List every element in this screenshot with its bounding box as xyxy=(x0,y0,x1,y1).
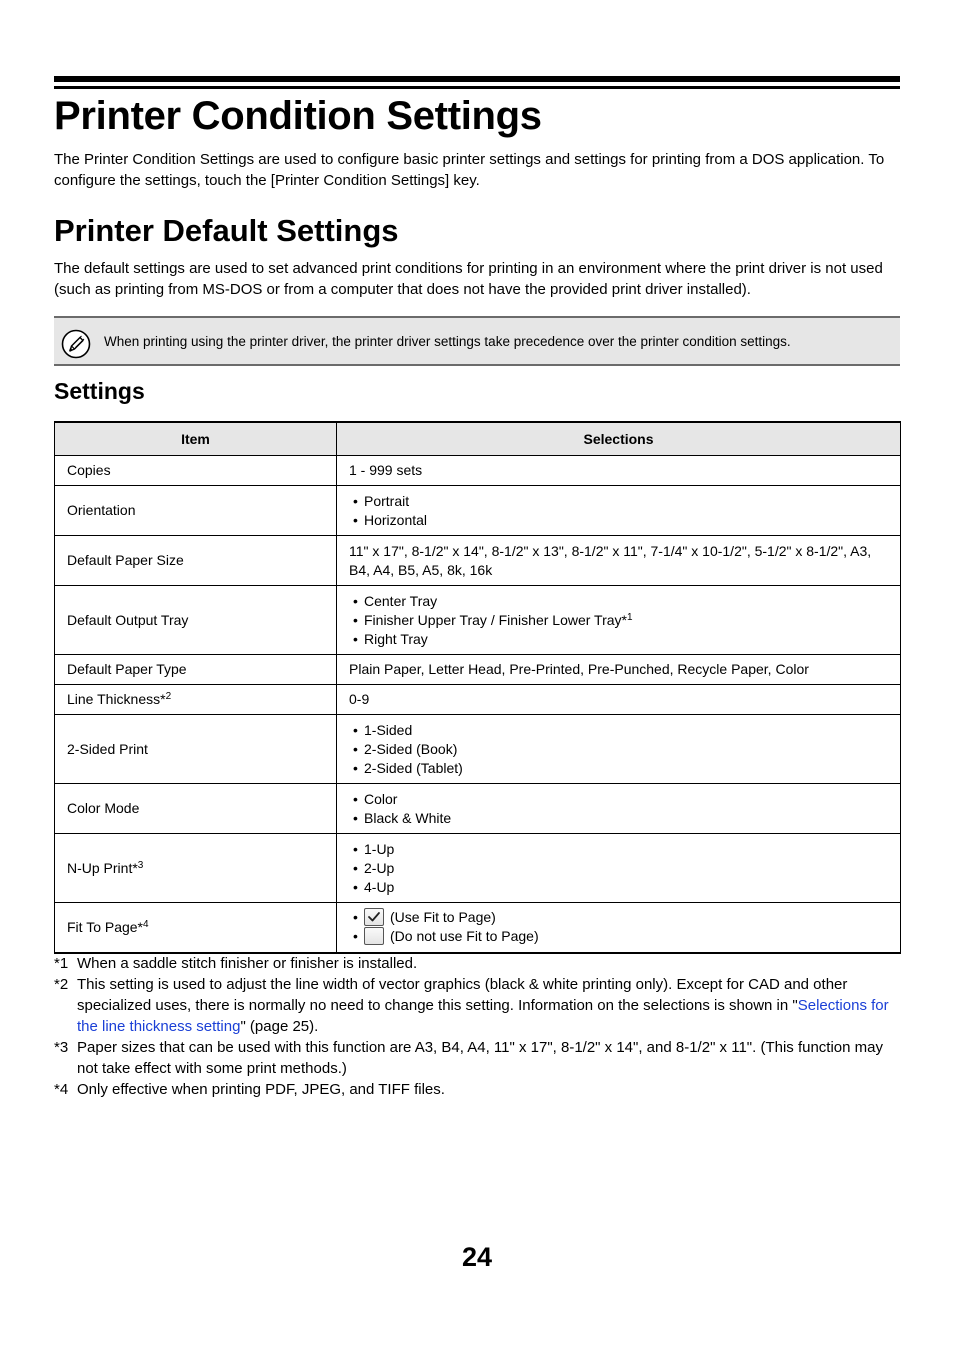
checkbox-unchecked-icon xyxy=(364,927,384,945)
footnote: *1 When a saddle stitch finisher or finisher is installed. xyxy=(54,955,418,972)
list-item: • (Do not use Fit to Page) xyxy=(349,927,888,946)
row-selections: 11" x 17", 8-1/2" x 14", 8-1/2" x 13", 8-1/2" x 11", 7-1/4" x 10-1/2", 5-1/2" x 8-1/2", A3, B4, A4, B5, A5, 8k, 16k xyxy=(337,536,901,586)
footnote-ref: 4 xyxy=(143,918,149,930)
header-selections: Selections xyxy=(337,422,901,456)
note-text: When printing using the printer driver, the printer driver settings take precedence over the printer condition settings. xyxy=(104,334,791,349)
row-item: N-Up Print*$^3$ xyxy=(55,834,337,903)
footnote: *4 Only effective when printing PDF, JPEG, and TIFF files. xyxy=(54,1081,445,1098)
row-selections xyxy=(337,903,901,953)
top-rule-thin xyxy=(54,86,900,89)
footnote-ref: 1 xyxy=(626,611,633,623)
row-selections xyxy=(337,715,901,784)
pencil-note-icon xyxy=(61,329,91,359)
list-item: • (Use Fit to Page) xyxy=(349,908,888,927)
row-item: Color Mode xyxy=(55,784,337,834)
table-row xyxy=(55,784,901,834)
row-selections: 0-9 xyxy=(337,685,901,715)
row-item: 2-Sided Print xyxy=(55,715,337,784)
row-selections xyxy=(337,486,901,536)
settings-heading: Settings xyxy=(54,378,145,404)
list-item: • Right Tray xyxy=(349,630,888,649)
list-item: • 1-Sided xyxy=(349,721,888,740)
footnote: *3 Paper sizes that can be used with this function are A3, B4, A4, 11" x 17", 8-1/2" x 14", and 8-1/2" x 11". (This function may not take effect with some print methods.) xyxy=(54,1039,884,1077)
table-row xyxy=(55,456,901,486)
row-selections xyxy=(337,834,901,903)
table-row xyxy=(55,903,901,953)
table-row xyxy=(55,486,901,536)
row-selections xyxy=(337,784,901,834)
footnote-ref: 3 xyxy=(137,859,144,871)
page-number: 24 xyxy=(461,1242,493,1272)
checkbox-checked-icon xyxy=(364,908,384,926)
row-item: Line Thickness*$^2$ xyxy=(55,685,337,715)
footnote-mark: *2 xyxy=(54,976,69,993)
footnote-mark: *1 xyxy=(54,955,69,972)
table-row xyxy=(55,685,901,715)
list-item: • Horizontal xyxy=(349,511,888,530)
row-item: Copies xyxy=(55,456,337,486)
page-title: Printer Condition Settings xyxy=(54,94,542,138)
list-item: • Center Tray xyxy=(349,592,888,611)
row-item: Orientation xyxy=(55,486,337,536)
list-item: • Portrait xyxy=(349,492,888,511)
footnote-mark: *3 xyxy=(54,1039,69,1056)
line-thickness-link[interactable]: Selections for the line thickness setting xyxy=(77,997,889,1035)
footnotes xyxy=(54,953,904,1100)
table-header-row xyxy=(55,422,901,456)
row-item: Default Paper Type xyxy=(55,655,337,685)
table-row xyxy=(55,715,901,784)
section-intro-paragraph: The default settings are used to set advanced print conditions for printing in an environment where the print driver is not used (such as printing from MS-DOS or from a computer that does not have the provided print driver installed). xyxy=(54,260,883,298)
note-box xyxy=(54,316,900,366)
section-title: Printer Default Settings xyxy=(54,213,399,248)
list-item: • Color xyxy=(349,790,888,809)
row-item: Fit To Page*$^4$ xyxy=(55,903,337,953)
footnote: *2 This setting is used to adjust the line width of vector graphics (black & white printing only). Except for CAD and other specialized uses, there is normally no need to change this setting. Information on the selections is shown in "Selections for the line thickness setting" (page 25). xyxy=(54,976,889,1035)
row-selections: 1 - 999 sets xyxy=(337,456,901,486)
list-item: • Finisher Upper Tray / Finisher Lower Tray*$^1$ xyxy=(349,611,888,630)
footnote-mark: *4 xyxy=(54,1081,69,1098)
list-item: • 2-Up xyxy=(349,859,888,878)
top-rule-thick xyxy=(54,76,900,82)
row-selections xyxy=(337,586,901,655)
table-row xyxy=(55,655,901,685)
table-row xyxy=(55,536,901,586)
header-item: Item xyxy=(55,422,337,456)
list-item: • Black & White xyxy=(349,809,888,828)
row-selections: Plain Paper, Letter Head, Pre-Printed, Pre-Punched, Recycle Paper, Color xyxy=(337,655,901,685)
list-item: • 4-Up xyxy=(349,878,888,897)
row-item: Default Output Tray xyxy=(55,586,337,655)
list-item: • 1-Up xyxy=(349,840,888,859)
footnote-ref: 2 xyxy=(165,691,172,702)
intro-paragraph: The Printer Condition Settings are used to configure basic printer settings and settings for printing from a DOS application. To configure the settings, touch the [Printer Condition Settings] key. xyxy=(54,151,885,189)
list-item: • 2-Sided (Book) xyxy=(349,740,888,759)
settings-table xyxy=(54,421,901,954)
row-item: Default Paper Size xyxy=(55,536,337,586)
table-row xyxy=(55,834,901,903)
table-row xyxy=(55,586,901,655)
list-item: • 2-Sided (Tablet) xyxy=(349,759,888,778)
